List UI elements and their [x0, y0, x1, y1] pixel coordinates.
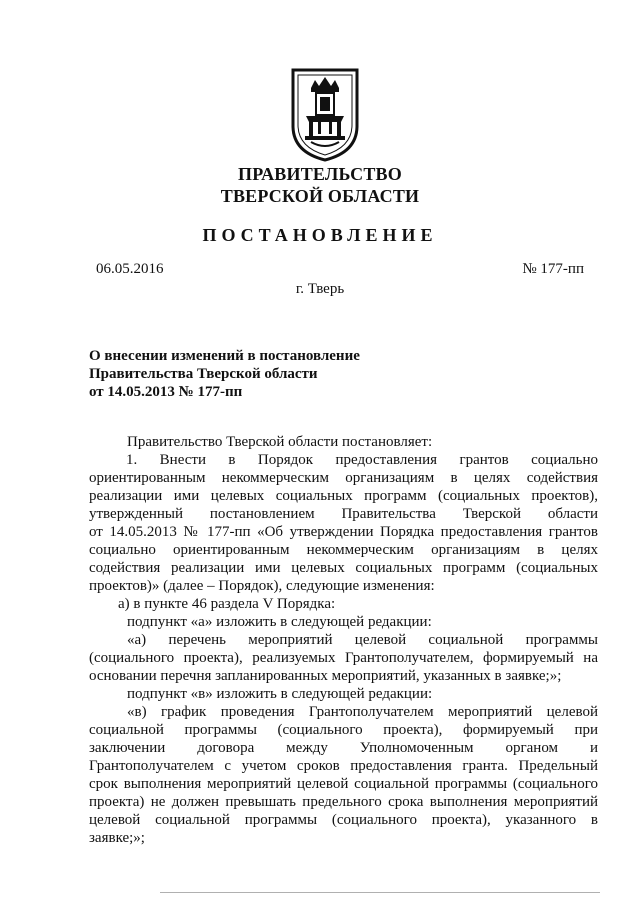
body-line: целевой социальной программы (социального проекта), указанного в	[89, 812, 598, 828]
tver-coat-of-arms-icon	[289, 66, 361, 162]
body-line: проекта) не должен превышать предельного срока выполнения мероприятий	[89, 794, 598, 810]
body-line: «а) перечень мероприятий целевой социальной программы	[127, 632, 598, 648]
body-line: проектов)» (далее – Порядок), следующие изменения:	[89, 578, 435, 594]
body-line: подпункт «в» изложить в следующей редакции:	[127, 686, 433, 702]
body-line: 1. Внести в Порядок предоставления грантов социально	[126, 452, 598, 468]
page-bottom-divider	[160, 892, 600, 893]
subject-line: Правительства Тверской области	[89, 366, 318, 382]
body-line: содействия реализации ими целевых социальных программ (социальных	[89, 560, 598, 576]
body-line: социальной программы (социального проекта), формируемый при	[89, 722, 598, 738]
body-line: Грантополучателем с учетом сроков предоставления гранта. Предельный	[89, 758, 598, 774]
body-line: социально ориентированным некоммерческим организациям в целях	[89, 542, 598, 558]
document-subject	[89, 347, 360, 401]
document-date: 06.05.2016	[96, 261, 164, 277]
subject-line: от 14.05.2013 № 177-пп	[89, 384, 243, 400]
body-line: срок выполнения мероприятий целевой социальной программы (социального	[89, 776, 598, 792]
body-line: подпункт «а» изложить в следующей редакции:	[127, 614, 432, 630]
body-line: (социального проекта), реализуемых Грантополучателем, формируемый на	[89, 650, 598, 666]
organization-name-line2: ТВЕРСКОЙ ОБЛАСТИ	[220, 186, 420, 206]
body-line: реализации ими целевых социальных программ (социальных проектов),	[89, 488, 598, 504]
body-line: основании перечня запланированных мероприятий, указанных в заявке;»;	[89, 668, 562, 684]
document-number: № 177-пп	[522, 261, 584, 277]
document-city: г. Тверь	[295, 281, 345, 297]
organization-name-line1: ПРАВИТЕЛЬСТВО	[238, 164, 402, 184]
body-line: а) в пункте 46 раздела V Порядка:	[118, 596, 336, 612]
subject-line: О внесении изменений в постановление	[89, 348, 360, 364]
document-type-title: ПОСТАНОВЛЕНИЕ	[202, 225, 438, 245]
body-line: заявке;»;	[89, 830, 145, 846]
body-line: ориентированным некоммерческим организациям в целях содействия	[89, 470, 598, 486]
body-line: Правительство Тверской области постановляет:	[127, 434, 433, 450]
body-line: заключении договора между Уполномоченным органом и	[89, 740, 598, 756]
document-body	[89, 433, 598, 847]
body-line: утвержденный постановлением Правительства Тверской области	[89, 506, 598, 522]
body-line: от 14.05.2013 № 177-пп «Об утверждении Порядка предоставления грантов	[89, 524, 598, 540]
body-line: «в) график проведения Грантополучателем мероприятий целевой	[127, 704, 598, 720]
